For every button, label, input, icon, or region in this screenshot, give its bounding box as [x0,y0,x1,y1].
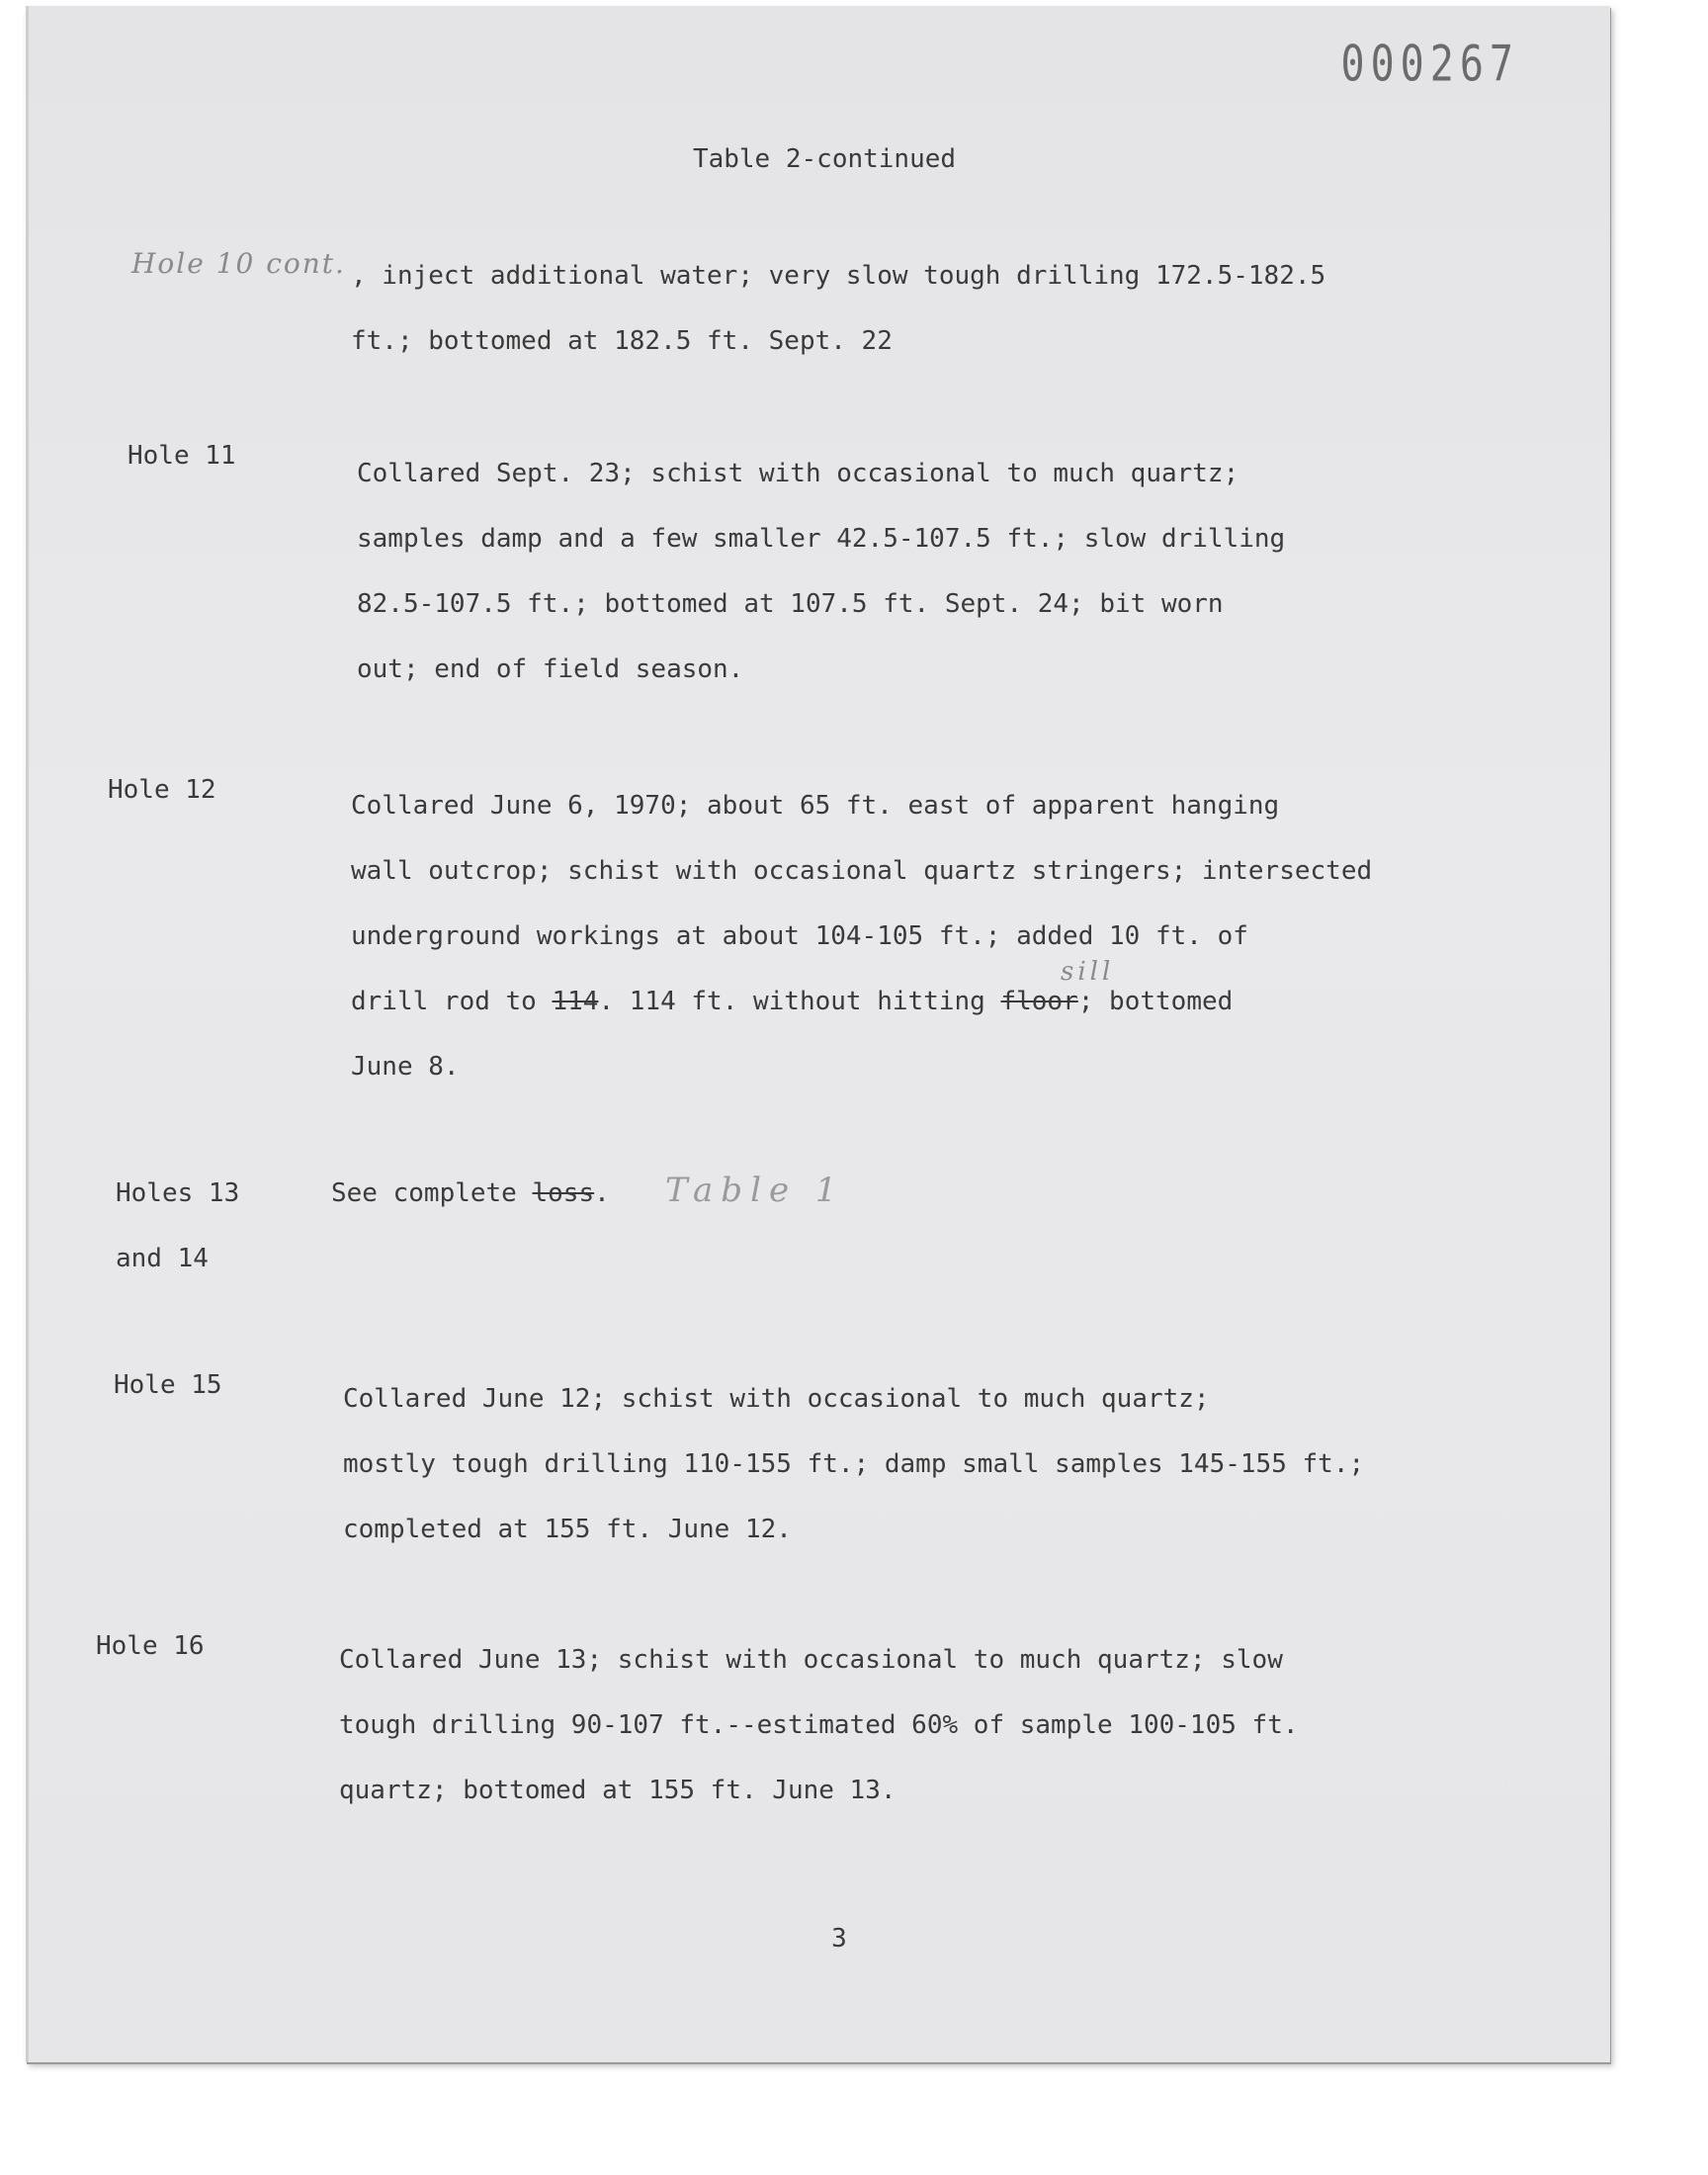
page-number: 3 [831,1924,847,1954]
text-line: tough drilling 90-107 ft.--estimated 60% of sample 100-105 ft. [339,1710,1299,1740]
hole-11-description [357,441,1285,702]
hole-label: Holes 13 [116,1178,240,1208]
text-line: Collared June 6, 1970; about 65 ft. east of apparent hanging [351,791,1280,821]
text-line: quartz; bottomed at 155 ft. June 13. [339,1776,897,1805]
struck-text: loss [532,1178,595,1208]
text-line: , inject additional water; very slow tough drilling 172.5-182.5 [351,261,1326,291]
text-fragment: . [594,1178,610,1208]
text-line: Collared Sept. 23; schist with occasional to much quartz; [357,459,1239,488]
text-fragment: ; bottomed [1077,987,1234,1016]
hole-16-description [339,1627,1299,1823]
hole-label: Hole 15 [114,1370,222,1400]
text-fragment: See complete [331,1178,533,1208]
text-line-with-edits [331,1161,610,1226]
text-line-with-edits [351,969,1372,1034]
text-line: June 8. [351,1052,460,1082]
hole-12-description [351,773,1372,1099]
handwritten-hole-label: Hole 10 cont. [131,247,346,280]
document-number: 000267 [1340,36,1519,93]
text-line: completed at 155 ft. June 12. [343,1515,792,1544]
handwritten-insert: sill [1061,957,1115,987]
text-line: underground workings at about 104-105 ft.; added 10 ft. of [351,921,1248,951]
text-fragment: drill rod to [351,987,553,1016]
text-fragment: . 114 ft. without hitting [598,987,1001,1016]
text-line: wall outcrop; schist with occasional quartz stringers; intersected [351,856,1373,886]
text-line: Collared June 13; schist with occasional to much quartz; slow [339,1645,1283,1675]
hole-label: and 14 [116,1244,209,1273]
hole-label-multi [116,1161,239,1291]
text-line: samples damp and a few smaller 42.5-107.5 ft.; slow drilling [357,524,1286,554]
text-line: ft.; bottomed at 182.5 ft. Sept. 22 [351,326,893,356]
hole-label: Hole 12 [108,775,216,805]
text-line: 82.5-107.5 ft.; bottomed at 107.5 ft. Sept. 24; bit worn [357,589,1224,619]
table-title: Table 2-continued [692,144,957,174]
text-line: Collared June 12; schist with occasional to much quartz; [343,1384,1210,1414]
holes-13-14-description [331,1161,610,1226]
struck-text: floor [1000,987,1078,1016]
hole-15-description [343,1366,1364,1562]
hole-10-description [351,243,1325,374]
document-page [26,6,1610,2062]
text-line: mostly tough drilling 110-155 ft.; damp small samples 145-155 ft.; [343,1449,1365,1479]
struck-text: 114 [552,987,599,1016]
hole-label: Hole 16 [96,1631,205,1661]
handwritten-reference: Table 1 [665,1171,845,1210]
text-line: out; end of field season. [357,654,744,684]
hole-label: Hole 11 [128,441,236,471]
